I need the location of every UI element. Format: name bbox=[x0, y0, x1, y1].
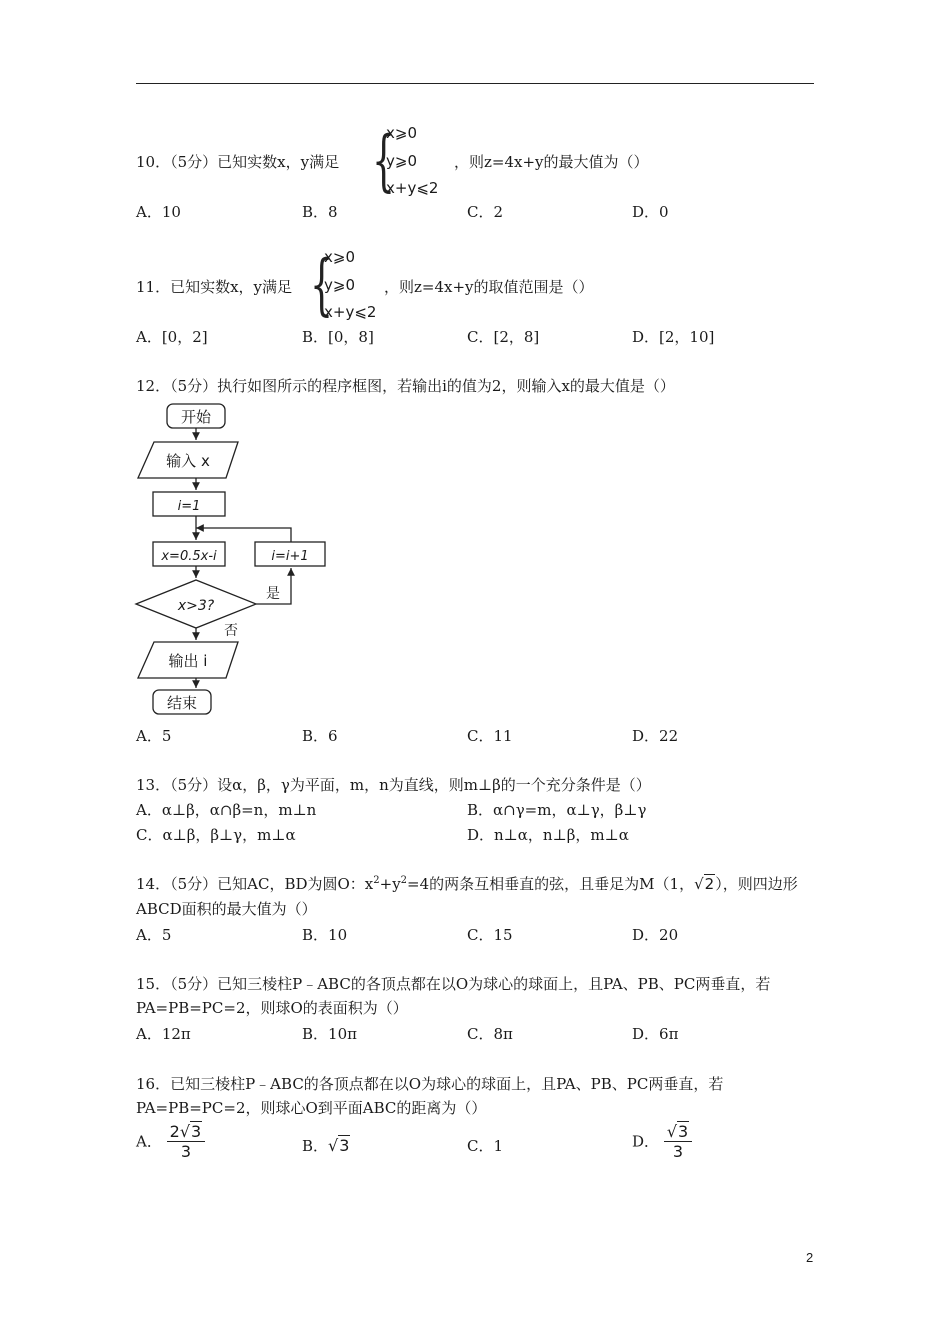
q15-option-b: B．10π bbox=[302, 1025, 357, 1043]
page-number: 2 bbox=[806, 1250, 814, 1265]
q12-option-c: C．11 bbox=[467, 727, 513, 745]
flow-no-label: 否 bbox=[224, 623, 238, 639]
q14-stem-line2: ABCD面积的最大值为（） bbox=[136, 900, 317, 918]
q16-option-d bbox=[632, 1122, 692, 1161]
q16-option-b-sqrt: √3 bbox=[328, 1136, 350, 1155]
q10-cond1: x⩾0 bbox=[386, 124, 417, 142]
q10-option-c: C．2 bbox=[467, 203, 504, 221]
q10-cond2: y⩾0 bbox=[386, 152, 417, 170]
q16-option-c: C．1 bbox=[467, 1137, 504, 1155]
q16-option-b-label: B． bbox=[302, 1137, 329, 1155]
flow-increment-label: i=i+1 bbox=[271, 549, 309, 564]
q13-stem: 13．（5分）设α，β，γ为平面，m，n为直线，则m⊥β的一个充分条件是（） bbox=[136, 776, 651, 794]
flow-input-label: 输入 x bbox=[166, 452, 210, 470]
q11-option-d: D．[2，10] bbox=[632, 328, 715, 346]
q14-option-d: D．20 bbox=[632, 926, 679, 944]
flow-assign-label: x=0.5x-i bbox=[161, 549, 217, 564]
q11-option-b: B．[0，8] bbox=[302, 328, 374, 346]
q16-option-a-coef: 2 bbox=[169, 1122, 180, 1141]
q16-option-a-label: A． bbox=[136, 1132, 162, 1151]
q13-option-d: D．n⊥α，n⊥β，m⊥α bbox=[467, 826, 629, 844]
q14-stem-a: 14．（5分）已知AC，BD为圆O：x bbox=[136, 875, 374, 893]
q16-stem-line1: 16．已知三棱柱P﹣ABC的各顶点都在以O为球心的球面上，且PA、PB、PC两垂直，若 bbox=[136, 1075, 724, 1093]
q15-option-d: D．6π bbox=[632, 1025, 679, 1043]
q14-sup1: 2 bbox=[373, 875, 380, 886]
q14-stem-d: ），则四边形 bbox=[715, 875, 798, 893]
q10-option-d: D．0 bbox=[632, 203, 669, 221]
q14-stem-line1 bbox=[136, 874, 798, 894]
flow-loop-arrow bbox=[196, 528, 291, 542]
q16-option-d-denominator: 3 bbox=[672, 1142, 684, 1161]
q10-cond3: x+y⩽2 bbox=[386, 179, 439, 197]
flow-init-label: i=1 bbox=[177, 499, 201, 514]
q10-option-a: A．10 bbox=[136, 203, 181, 221]
q16-option-a-radicand: 3 bbox=[191, 1122, 202, 1141]
q14-stem-c: =4的两条互相垂直的弦，且垂足为M（1， bbox=[407, 875, 695, 893]
flow-start-label: 开始 bbox=[180, 408, 212, 426]
q16-option-a-fraction: $\frac{2√3}{3}$ bbox=[167, 1122, 206, 1161]
q16-option-a-denominator: 3 bbox=[180, 1142, 191, 1161]
q13-option-a: A．α⊥β，α∩β=n，m⊥n bbox=[136, 801, 317, 819]
q16-stem-line2: PA=PB=PC=2，则球心O到平面ABC的距离为（） bbox=[136, 1099, 487, 1117]
q13-option-c: C．α⊥β，β⊥γ，m⊥α bbox=[136, 826, 296, 844]
flow-yes-label: 是 bbox=[266, 586, 280, 602]
q14-option-c: C．15 bbox=[467, 926, 513, 944]
q16-option-d-label: D． bbox=[632, 1132, 660, 1151]
q12-flowchart bbox=[130, 398, 340, 723]
q11-cond1: x⩾0 bbox=[324, 248, 355, 266]
q11-cond2: y⩾0 bbox=[324, 276, 355, 294]
q10-stem-a: 10．（5分）已知实数x，y满足 bbox=[136, 153, 340, 171]
q10-system bbox=[372, 124, 462, 202]
q12-stem: 12．（5分）执行如图所示的程序框图，若输出i的值为2，则输入x的最大值是（） bbox=[136, 377, 675, 395]
q12-option-b: B．6 bbox=[302, 727, 338, 745]
q14-option-b: B．10 bbox=[302, 926, 348, 944]
q12-option-a: A．5 bbox=[136, 727, 172, 745]
q10-brace: { bbox=[372, 122, 396, 199]
q10-stem-b: ，则z=4x+y的最大值为（） bbox=[454, 153, 649, 171]
q16-option-d-fraction: $\frac{√3}{3}$ bbox=[664, 1122, 692, 1161]
q14-option-a: A．5 bbox=[136, 926, 172, 944]
q11-brace: { bbox=[310, 246, 334, 323]
q11-cond3: x+y⩽2 bbox=[324, 303, 377, 321]
q15-stem-line2: PA=PB=PC=2，则球O的表面积为（） bbox=[136, 999, 408, 1017]
q16-option-b bbox=[302, 1136, 350, 1156]
flow-end-label: 结束 bbox=[166, 694, 198, 712]
q14-sqrt: √2 bbox=[694, 875, 715, 893]
q11-option-c: C．[2，8] bbox=[467, 328, 540, 346]
q12-option-d: D．22 bbox=[632, 727, 679, 745]
q15-option-c: C．8π bbox=[467, 1025, 513, 1043]
q14-stem-b: +y bbox=[379, 875, 401, 893]
q16-option-d-radicand: 3 bbox=[678, 1122, 689, 1141]
q11-option-a: A．[0，2] bbox=[136, 328, 208, 346]
flow-output-label: 输出 i bbox=[168, 652, 208, 670]
q13-option-b: B．α∩γ=m，α⊥γ，β⊥γ bbox=[467, 801, 647, 819]
q11-stem-b: ，则z=4x+y的取值范围是（） bbox=[384, 278, 594, 296]
q14-sup2: 2 bbox=[400, 875, 408, 886]
header-rule bbox=[136, 83, 814, 84]
q10-option-b: B．8 bbox=[302, 203, 338, 221]
q14-radicand: 2 bbox=[704, 875, 715, 893]
q15-option-a: A．12π bbox=[136, 1025, 191, 1043]
flow-decision-label: x>3? bbox=[177, 598, 215, 614]
q16-option-a bbox=[136, 1122, 205, 1161]
q15-stem-line1: 15．（5分）已知三棱柱P﹣ABC的各顶点都在以O为球心的球面上，且PA、PB、PC两垂直，若 bbox=[136, 975, 771, 993]
q11-stem-a: 11．已知实数x，y满足 bbox=[136, 278, 293, 296]
q16-option-b-radicand: 3 bbox=[339, 1136, 350, 1155]
